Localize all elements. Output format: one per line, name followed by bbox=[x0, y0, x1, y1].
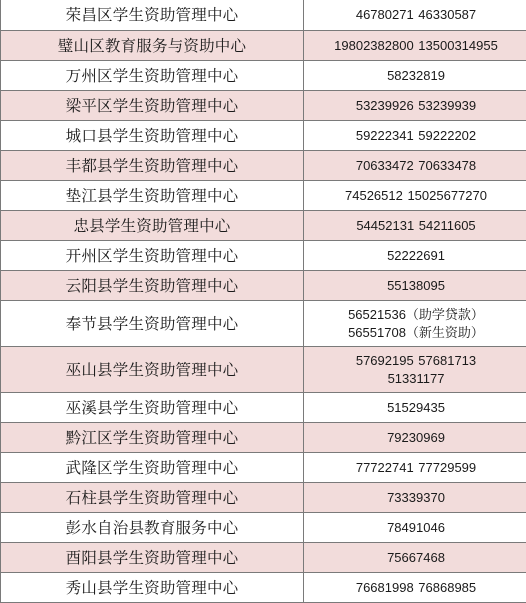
phone-cell bbox=[304, 211, 526, 241]
contact-table-body bbox=[1, 0, 526, 603]
phone-cell bbox=[304, 423, 526, 453]
phone-number: 77722741 77729599 bbox=[304, 459, 526, 477]
center-name-cell: 璧山区教育服务与资助中心 bbox=[1, 31, 304, 61]
phone-cell bbox=[304, 61, 526, 91]
phone-cell bbox=[304, 271, 526, 301]
table-row bbox=[1, 271, 526, 301]
phone-cell bbox=[304, 31, 526, 61]
phone-number: 52222691 bbox=[304, 247, 526, 265]
center-name-cell: 荣昌区学生资助管理中心 bbox=[1, 0, 304, 31]
table-row bbox=[1, 151, 526, 181]
phone-number: 55138095 bbox=[304, 277, 526, 295]
table-row bbox=[1, 453, 526, 483]
phone-cell bbox=[304, 393, 526, 423]
phone-number: 51529435 bbox=[304, 399, 526, 417]
phone-cell bbox=[304, 181, 526, 211]
phone-number: 53239926 53239939 bbox=[304, 97, 526, 115]
center-name-cell: 巫山县学生资助管理中心 bbox=[1, 347, 304, 393]
phone-number: 79230969 bbox=[304, 429, 526, 447]
phone-cell bbox=[304, 121, 526, 151]
phone-cell bbox=[304, 151, 526, 181]
phone-cell bbox=[304, 513, 526, 543]
phone-number: 58232819 bbox=[304, 67, 526, 85]
center-name-cell: 酉阳县学生资助管理中心 bbox=[1, 543, 304, 573]
center-name-cell: 城口县学生资助管理中心 bbox=[1, 121, 304, 151]
phone-cell bbox=[304, 347, 526, 393]
table-row bbox=[1, 393, 526, 423]
phone-cell bbox=[304, 91, 526, 121]
table-row bbox=[1, 513, 526, 543]
phone-number: 76681998 76868985 bbox=[304, 579, 526, 597]
phone-number: 56551708（新生资助） bbox=[304, 324, 526, 342]
center-name-cell: 彭水自治县教育服务中心 bbox=[1, 513, 304, 543]
phone-number: 59222341 59222202 bbox=[304, 127, 526, 145]
center-name-cell: 万州区学生资助管理中心 bbox=[1, 61, 304, 91]
table-row bbox=[1, 121, 526, 151]
table-row bbox=[1, 181, 526, 211]
phone-number: 51331177 bbox=[304, 370, 526, 388]
phone-number: 19802382800 13500314955 bbox=[304, 37, 526, 55]
phone-number: 73339370 bbox=[304, 489, 526, 507]
table-row bbox=[1, 91, 526, 121]
table-row bbox=[1, 61, 526, 91]
center-name-cell: 云阳县学生资助管理中心 bbox=[1, 271, 304, 301]
table-row bbox=[1, 211, 526, 241]
table-row bbox=[1, 543, 526, 573]
center-name-cell: 开州区学生资助管理中心 bbox=[1, 241, 304, 271]
phone-cell bbox=[304, 0, 526, 31]
phone-cell bbox=[304, 453, 526, 483]
phone-number: 46780271 46330587 bbox=[304, 6, 526, 24]
center-name-cell: 梁平区学生资助管理中心 bbox=[1, 91, 304, 121]
center-name-cell: 武隆区学生资助管理中心 bbox=[1, 453, 304, 483]
phone-cell bbox=[304, 241, 526, 271]
phone-cell bbox=[304, 483, 526, 513]
phone-number: 75667468 bbox=[304, 549, 526, 567]
center-name-cell: 奉节县学生资助管理中心 bbox=[1, 301, 304, 347]
table-row bbox=[1, 301, 526, 347]
phone-number: 78491046 bbox=[304, 519, 526, 537]
table-row bbox=[1, 347, 526, 393]
table-row bbox=[1, 483, 526, 513]
phone-cell bbox=[304, 573, 526, 603]
center-name-cell: 丰都县学生资助管理中心 bbox=[1, 151, 304, 181]
phone-cell bbox=[304, 301, 526, 347]
phone-number: 54452131 54211605 bbox=[304, 217, 526, 235]
center-name-cell: 黔江区学生资助管理中心 bbox=[1, 423, 304, 453]
phone-number: 56521536（助学贷款） bbox=[304, 306, 526, 324]
table-row bbox=[1, 423, 526, 453]
phone-number: 57692195 57681713 bbox=[304, 352, 526, 370]
phone-cell bbox=[304, 543, 526, 573]
center-name-cell: 秀山县学生资助管理中心 bbox=[1, 573, 304, 603]
table-row bbox=[1, 0, 526, 31]
table-row bbox=[1, 241, 526, 271]
center-name-cell: 垫江县学生资助管理中心 bbox=[1, 181, 304, 211]
phone-number: 70633472 70633478 bbox=[304, 157, 526, 175]
center-name-cell: 忠县学生资助管理中心 bbox=[1, 211, 304, 241]
center-name-cell: 石柱县学生资助管理中心 bbox=[1, 483, 304, 513]
center-name-cell: 巫溪县学生资助管理中心 bbox=[1, 393, 304, 423]
phone-number: 74526512 15025677270 bbox=[304, 187, 526, 205]
table-row bbox=[1, 573, 526, 603]
table-row bbox=[1, 31, 526, 61]
